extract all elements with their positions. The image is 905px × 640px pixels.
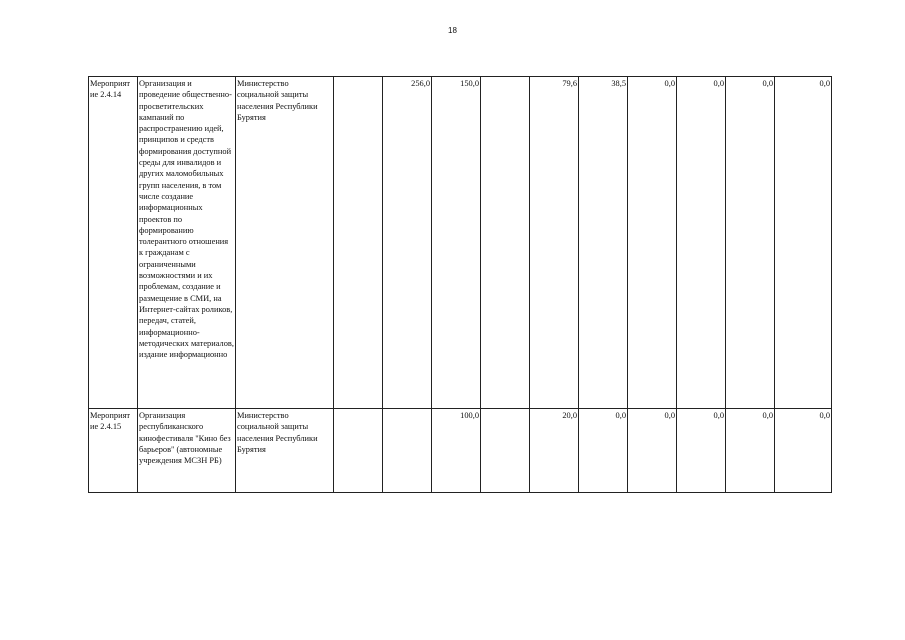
value-cell: 0,0 bbox=[677, 77, 726, 409]
value-cell bbox=[481, 77, 530, 409]
value-cell: 0,0 bbox=[775, 409, 832, 493]
measure-code: Мероприят ие 2.4.15 bbox=[89, 409, 138, 493]
measures-table bbox=[88, 76, 832, 493]
page-number: 18 bbox=[448, 26, 457, 35]
value-cell: 0,0 bbox=[775, 77, 832, 409]
value-cell: 0,0 bbox=[726, 77, 775, 409]
value-cell: 79,6 bbox=[530, 77, 579, 409]
measure-description: Организация и проведение общественно-просветительских кампаний по распространению идей, принципов и средств формирования доступной среды для инвалидов и других маломобильных групп населения, в том числе создание информационных проектов по формированию толерантного отношения к гражданам с ограниченными возможностями и их проблемам, создание и размещение в СМИ, на Интернет-сайтах роликов, передач, статей, информационно-методических материалов, издание информационно bbox=[138, 77, 236, 409]
value-cell bbox=[334, 409, 383, 493]
measure-executor: Министерство социальной защиты населения Республики Бурятия bbox=[236, 77, 334, 409]
value-cell: 0,0 bbox=[628, 409, 677, 493]
measure-executor: Министерство социальной защиты населения Республики Бурятия bbox=[236, 409, 334, 493]
value-cell: 100,0 bbox=[432, 409, 481, 493]
table-row bbox=[89, 409, 832, 493]
value-cell: 0,0 bbox=[579, 409, 628, 493]
measure-code: Мероприят ие 2.4.14 bbox=[89, 77, 138, 409]
value-cell: 0,0 bbox=[628, 77, 677, 409]
value-cell: 0,0 bbox=[726, 409, 775, 493]
measure-description: Организация республиканского кинофестиваля "Кино без барьеров" (автономные учреждения МСЗН РБ) bbox=[138, 409, 236, 493]
table-row bbox=[89, 77, 832, 409]
value-cell: 0,0 bbox=[677, 409, 726, 493]
value-cell: 256,0 bbox=[383, 77, 432, 409]
value-cell bbox=[334, 77, 383, 409]
value-cell: 20,0 bbox=[530, 409, 579, 493]
value-cell bbox=[481, 409, 530, 493]
value-cell: 150,0 bbox=[432, 77, 481, 409]
value-cell: 38,5 bbox=[579, 77, 628, 409]
value-cell bbox=[383, 409, 432, 493]
